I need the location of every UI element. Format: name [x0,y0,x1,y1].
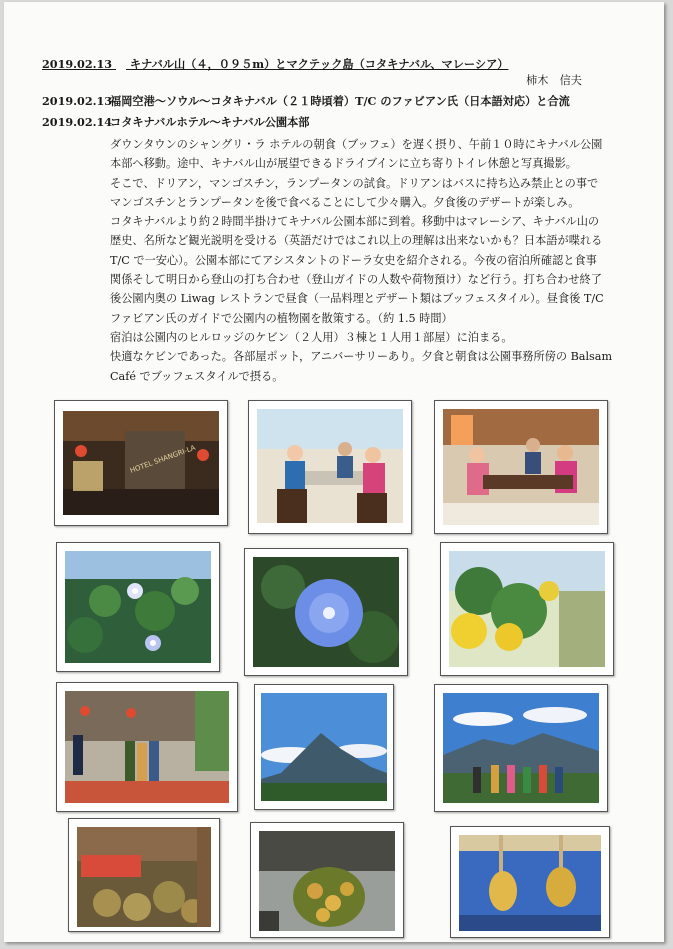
body-line: 宿泊は公園内のヒルロッジのケビン（２人用）３棟と１人用１部屋）に泊まる。 [110,330,513,344]
photo-rambutan-hanging [250,822,404,938]
body-line: Café でブッフェスタイルで摂る。 [110,369,284,383]
photo-morning-glory-vine [56,542,220,672]
fruit-stall-image [77,827,211,927]
breakfast-image [257,409,403,523]
body-line: T/C で一安心）。公園本部にてアシスタントのドーラ女史を紹介される。今夜の宿泊所確認と食事 [110,253,597,267]
body-line: ファビアン氏のガイドで公園内の植物園を散策する。（約 1.5 時間） [110,311,453,325]
author-name: 柿木 信夫 [526,74,582,87]
itinerary-entry [42,93,570,109]
document-title [42,56,508,72]
entry-text: コタキナバルホテル～キナバル公園本部 [110,115,310,129]
photo-group-viewpoint [434,684,608,812]
yellow-flowers-image [449,551,605,667]
mountain-image [261,693,387,801]
entry-date: 2019.02.13 [42,94,113,108]
vine-image [65,551,211,663]
photo-blue-flower [244,548,408,676]
jackfruit-image [459,835,601,931]
hotel-entrance-image [63,411,219,515]
title-text: キナバル山（４，０９５m）とマクテック島（コタキナバル、マレーシア） [129,57,509,71]
photo-mount-kinabalu [254,684,394,810]
body-line: 後公園内奥の Liwag レストランで昼食（一品料理とデザート類はブッフェスタイル）。昼食後 T/C [110,292,604,306]
title-date: 2019.02.13 [42,57,113,71]
body-line: 本部へ移動。途中、キナバル山が展望できるドライブインに立ち寄りトイレ休憩と写真撮影。 [110,157,577,171]
body-line: マンゴスチンとランプータンを後で食べることにして少々購入。夕食後のデザートが楽しみ。 [110,195,580,209]
rambutan-image [259,831,395,931]
body-line: コタキナバルより約２時間半掛けてキナバル公園本部に到着。移動中はマレーシア、キナバル山の [110,215,600,229]
entry-text: 福岡空港～ソウル～コタキナバル（２１時頃着）T/C のファビアン氏（日本語対応）と合流 [110,94,570,108]
body-line: 快適なケビンであった。各部屋ポット，アニバーサリーあり。夕食と朝食は公園事務所傍の Balsam [110,350,613,364]
blue-flower-image [253,557,399,667]
body-line: ダウンタウンのシャングリ・ラ ホテルの朝食（ブッフェ）を遅く摂り、午前１０時にキナバル公園 [110,138,603,151]
hotel-sign-text: HOTEL SHANGRI-LA [128,443,197,475]
body-line: 歴史、名所など観光説明を受ける（英語だけではこれ以上の理解は出来ないかも？日本語が喋れる [110,234,603,248]
entry-date: 2019.02.14 [42,115,113,129]
body-line: そこで、ドリアン，マンゴスチン，ランプータンの試食。ドリアンはバスに持ち込み禁止との事で [110,176,599,190]
itinerary-entry [42,114,309,130]
photo-breakfast-group [248,400,412,534]
restaurant-image [443,409,599,525]
photo-fruit-stall-durian [68,818,220,932]
photo-yellow-flowers [440,542,614,676]
body-line: 関係そして明日から登山の打ち合わせ（登山ガイドの人数や荷物預け）など行う。打ち合わせ終了 [110,273,602,287]
body-text [110,135,630,386]
photo-park-headquarters-group [56,682,238,812]
photo-restaurant-table [434,400,608,534]
photo-jackfruit [450,826,610,938]
park-hq-image [65,691,229,803]
viewpoint-image [443,693,599,803]
document-page [4,2,664,942]
photo-hotel-shangri-la [54,400,228,526]
